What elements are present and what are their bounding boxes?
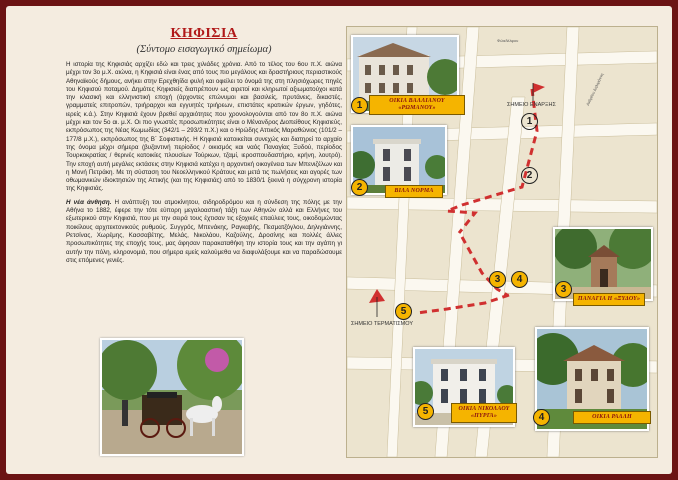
text-column <box>66 26 342 270</box>
stop2-banner: ΒΙΛΑ ΝΟΡΜΑ <box>385 185 443 198</box>
stop3-number: 3 <box>555 281 572 298</box>
carriage-street-photo <box>100 338 244 456</box>
stop1-number: 1 <box>351 97 368 114</box>
route-marker-3: 3 <box>489 271 506 288</box>
stop3-banner: ΠΑΝΑΓΙΑ Η «ΞΥΔΟΥ» <box>573 293 645 306</box>
route-marker-5: 5 <box>395 303 412 320</box>
start-point-label: ΣΗΜΕΙΟ ΕΝΑΡΞΗΣ <box>507 102 556 108</box>
stop5-number: 5 <box>417 403 434 420</box>
route-marker-2: 2 <box>521 167 538 184</box>
route-marker-1: 1 <box>521 113 538 130</box>
street-label-top: Φιλαδέλφου <box>497 38 519 43</box>
stop4-banner: ΟΙΚΙΑ ΡΑΛΛΗ <box>573 411 651 424</box>
stop4-number: 4 <box>533 409 550 426</box>
stop5-banner: ΟΙΚΙΑ ΝΙΚΟΛΑΟΥ «ΠΥΡΓΑ» <box>451 403 517 423</box>
page-subtitle: (Σύντομο εισαγωγικό σημείωμα) <box>136 44 272 55</box>
end-point-label: ΣΗΜΕΙΟ ΤΕΡΜΑΤΙΣΜΟΥ <box>351 321 414 327</box>
page-title: ΚΗΦΙΣΙΑ <box>170 26 238 41</box>
walking-route-map <box>346 26 658 458</box>
stop2-number: 2 <box>351 179 368 196</box>
street-label-right: Ανδρέου Δηλιγιάννη <box>584 72 605 107</box>
revival-text: Η ανάπτυξη του ατμοκίνητου, σιδηροδρόμου και η σύνδεση της πόλης με την Αθήνα το 1882, έφερε την τότε εύπορη μεγαλοαστική τάξη των Αθηνών αλλά και Ελλήνες του εξωτερικού στην Κηφισιά, που με την σειρά τους έχτισαν τις εξοχικές επαύλεις τους, οικοδομώντας ποικίλους αρχιτεκτονικούς ρυθμούς. Συγγρός, Μπενάκης, Ραγκαβής, Πεσματζόγλου, Δηλιγιάννης, Ρετσίνας, Χωρέμης, Κασσαβέτης, Μελάς, Νικολάου, Καζούλης, Δροσίνης και πολλές άλλες προσωπικότητες της εποχής τους, μας άφησαν παρακαταθήκη την ιστορία τους και την αγάπη γι αυτήν την πόλη, κληρονομιά, που σήμερα εμείς καλούμεθα να διαφυλάξουμε και να παραδώσουμε στις επόμενες γενιές. <box>66 198 342 264</box>
route-marker-4: 4 <box>511 271 528 288</box>
revival-paragraph <box>66 199 342 265</box>
history-paragraph: Η ιστορία της Κηφισιάς αρχίζει εδώ και τρεις χιλιάδες χρόνια. Από το τέλος του 6ου π.Χ. αιώνα μέχρι τον 3ο μ.Χ. αιώνα, η Κηφισιά είναι ένας από τους πιο μεγάλους και δραστήριους περιαστικούς Αθηναϊκούς δήμους, ανήκει στην Ερεχθηίδα φυλή και οφείλει το όνομά της στη πλησιόχωρες πηγές του Κηφισού ποταμού. Δημότες Κηφισιείς διαπρέπουν ως αιρετοί και κληρωτοί αξιωματούχοι κατά την κλασική και ελληνιστική εποχή (άρχοντες επώνυμοι και βασιλείς, πρυτάνεις, δικαστές, γραμματείς επιτροπών, τριήραρχοι και εγγυητές τριήρεων, επιστάτες κρατικών έργων, γηδότες, ιερείς κ.ά.). Στην Κηφισιά έχουν βρεθεί αρχαιότητες που χρονολογούνται από τον 8ο π.Χ. αιώνα μέχρι και τον 5ο αι. μ.Χ. Οι πιο γνωστές προσωπικότητες είναι ο Μένανδρος Διοπείθους Κηφισιεύς, εκπρόσωπος της Νέας Κωμωδίας (342/1 – 293/2 π.Χ.) και ο Ηρώδης Αττικός Μαραθώνιος (101/2 – 177/8 μ.Χ.), εκπρόσωπος της Β΄ Σοφιστικής. Η Κηφισιά κατοικείται συνεχώς και διατηρεί το αρχαίο της όνομα μέχρι σήμερα (βυζαντινή περίοδος / οικισμός και ναός Παναγίας Ξυδού, περίοδος Τουρκοκρατίας / θερινές κατοικίες πλουσίων Τούρκων, τζαμί, ιεροσπουδαστήριο, κρήνη, λουτρό). Την εποχή αυτή μεγάλες εκτάσεις στην Κηφισιά κατέχει η αρχοντική οικογένεια των Μπενιζέλων και η Μονή Πετράκη. Με τη σύσταση του Νεοελληνικού Κράτους και μετά τις πωλήσεις και αγορές των οθωμανικών ιδιοκτησιών της Αττικής (και της Κηφισιάς) από το 1830/1 ξεκινά η σύγχρονη ιστορία της Κηφισιάς. <box>66 61 342 193</box>
stop1-banner: ΟΙΚΙΑ ΒΑΛΛΙΑΝΟΥ «ΡΩΜΑΝΟΥ» <box>369 95 465 115</box>
revival-lead: Η νέα άνθηση. <box>66 198 112 206</box>
